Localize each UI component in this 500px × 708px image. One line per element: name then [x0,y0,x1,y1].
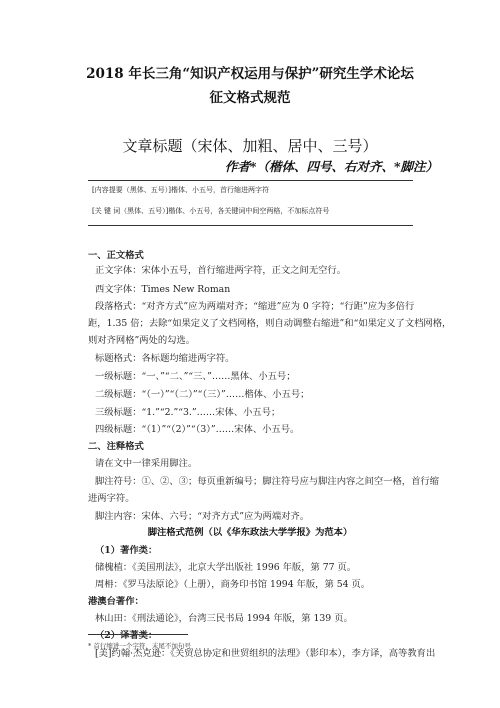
footnote-text: * 首行缩进一个字符，末尾不加句号 [88,642,191,650]
body-line: 三级标题：“1.”“2.”“3.”……宋体、小五号； [95,407,281,418]
body-line: 正文字体：宋体小五号，首行缩进两字符，正文之间无空行。 [95,265,347,276]
body-line: 标题格式：各标题均缩进两字符。 [95,353,235,364]
footnote-rule [88,634,188,635]
abstract-summary: [内容提要（黑体、五号）]楷体、小五号，首行缩进两字符 [92,186,269,194]
body-line: 储槐植：《美国刑法》，北京大学出版社 1996 年版，第 77 页。 [95,562,357,573]
body-line: 二、注释格式 [88,441,144,452]
body-line: 脚注符号：①、②、③；每页重新编号；脚注符号应与脚注内容之间空一格，首行缩 [95,476,439,487]
body-line: 四级标题：“（1）”“（2）”“（3）”……宋体、小五号。 [95,424,300,435]
body-line: 脚注内容：宋体、六号；“对齐方式”应为两端对齐。 [95,511,310,522]
footnote-example-heading: 脚注格式范例（以《华东政法大学学报》为范本） [147,527,353,538]
body-line: 则对齐网格”两处的勾选。 [88,335,196,346]
body-line: [美]约翰·杰克逊：《关贸总协定和世贸组织的法理》（影印本），李方译，高等教育出 [95,648,436,659]
body-line: 二级标题：“（一）”“（二）”“（三）”……楷体、小五号； [95,389,310,400]
body-line: （2）译著类： [95,630,158,641]
body-line: 一级标题：“一、”“二、”“三、”……黑体、小五号； [95,371,296,382]
author-line: 作者*（楷体、四号、右对齐、*脚注） [224,159,438,174]
body-line: 请在文中一律采用脚注。 [95,458,198,469]
body-line: 一、正文格式 [88,250,144,261]
abstract-top-rule [88,180,413,181]
body-line: 距，1.35 倍；去除“如果定义了文档网格，则自动调整右缩进”和“如果定义了文档网格， [88,318,452,329]
abstract-keywords: [关 键 词（黑体、五号）]楷体、小五号，各关键词中间空两格，不加标点符号 [92,207,330,215]
body-line: 段落格式：“对齐方式”应为两端对齐；“缩进”应为 0 字符；“行距”应为多倍行 [95,301,415,312]
article-title: 文章标题（宋体、加粗、居中、三号） [122,137,378,155]
body-line: （1）著作类： [95,545,158,556]
body-line: 林山田：《刑法通论》，台湾三民书局 1994 年版，第 139 页。 [95,613,353,624]
body-line: 西文字体：Times New Roman [95,284,231,295]
body-line: 周枏：《罗马法原论》（上册），商务印书馆 1994 年版，第 54 页。 [95,579,371,590]
body-line: 进两字符。 [88,493,135,504]
abstract-bottom-rule [88,225,413,226]
forum-title: 2018 年长三角“知识产权运用与保护”研究生学术论坛 [86,66,414,82]
body-line: 港澳台著作： [88,596,144,607]
spec-title: 征文格式规范 [209,90,291,106]
